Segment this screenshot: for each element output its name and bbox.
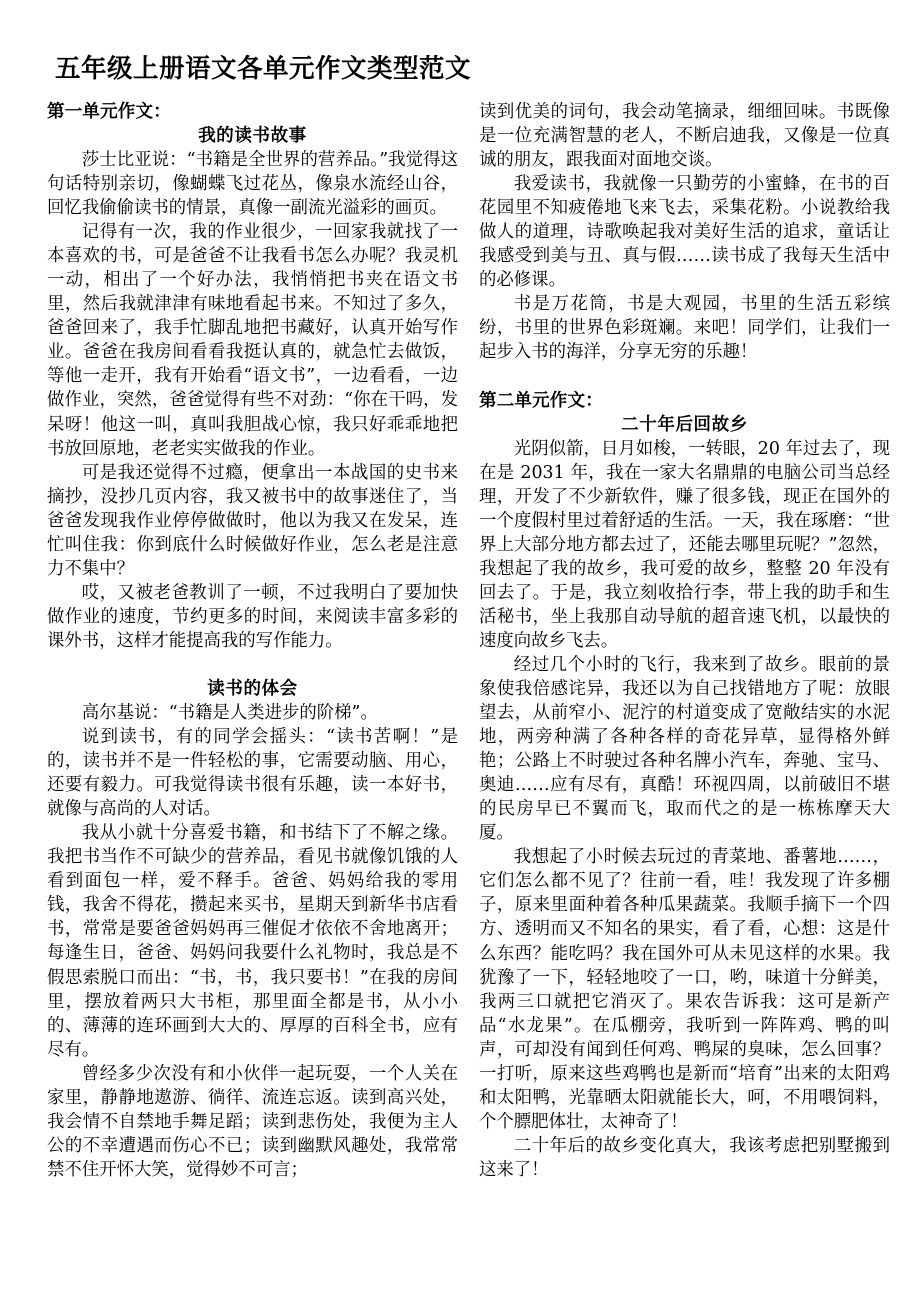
paragraph-spacer <box>479 365 890 389</box>
paragraph: 二十年后的故乡变化真大，我该考虑把别墅搬到这来了！ <box>479 1135 890 1180</box>
paragraph: 可是我还觉得不过瘾，便拿出一本战国的史书来摘抄，没抄几页内容，我又被书中的故事迷住了，当爸爸发现我作业停停做做时，他以为我又在发呆，连忙叫住我：你到底什么时候做好作业，怎么老是注意力不集中？ <box>47 462 458 579</box>
paragraph-continued: 读到优美的词句，我会动笔摘录，细细回味。书既像是一位充满智慧的老人，不断启迪我，又像是一位真诚的朋友，跟我面对面地交谈。 <box>479 102 890 171</box>
essay-title-reading-reflections: 读书的体会 <box>207 678 298 699</box>
paragraph: 莎士比亚说：“书籍是全世界的营养品。”我觉得这句话特别亲切，像蝴蝶飞过花丛，像泉水流经山谷，回忆我偷偷读书的情景，真像一副流光溢彩的画页。 <box>47 150 458 219</box>
paragraph-spacer <box>47 653 458 677</box>
right-column <box>479 100 890 1290</box>
paragraph: 我想起了小时候去玩过的青菜地、番薯地……，它们怎么都不见了？往前一看，哇！我发现了许多棚子，原来里面种着各种瓜果蔬菜。我顺手摘下一个四方、透明而又不知名的果实，看了看，心想：这是什么东西？能吃吗？我在国外可从未见这样的水果。我犹豫了一下，轻轻地咬了一口，哟，味道十分鲜美，我两三口就把它消灭了。果农告诉我：这可是新产品“水龙果”。在瓜棚旁，我听到一阵阵鸡、鸭的叫声，可却没有闻到任何鸡、鸭屎的臭味，怎么回事？一打听，原来这些鸡鸭也是新而“培育”出来的太阳鸡和太阳鸭，光靠晒太阳就能长大，呵，不用喂饲料，个个膘肥体壮，太神奇了！ <box>479 847 890 1132</box>
left-column <box>47 100 458 1290</box>
paragraph: 记得有一次，我的作业很少，一回家我就找了一本喜欢的书，可是爸爸不让我看书怎么办呢？我灵机一动，相出了一个好办法，我悄悄把书夹在语文书里，然后我就津津有味地看起书来。不知过了多久，爸爸回来了，我手忙脚乱地把书藏好，认真开始写作业。爸爸在我房间看看我挺认真的，就急忙去做饭，等他一走开，我有开始看“语文书”，一边看看，一边做作业，突然，爸爸觉得有些不对劲：“你在干吗，发呆呀！他这一叫，真叫我胆战心惊，我只好乖乖地把书放回原地，老老实实做我的作业。 <box>47 222 458 459</box>
paragraph: 说到读书，有的同学会摇头：“读书苦啊！”是的，读书并不是一件轻松的事，它需要动脑、用心，还要有毅力。可我觉得读书很有乐趣，读一本好书，就像与高尚的人对话。 <box>47 727 458 820</box>
essay-title-hometown-twenty-years-later: 二十年后回故乡 <box>621 414 748 435</box>
essay-title-my-reading-story: 我的读书故事 <box>198 126 307 146</box>
paragraph: 经过几个小时的飞行，我来到了故乡。眼前的景象使我倍感诧异，我还以为自己找错地方了呢：放眼望去，从前窄小、泥泞的村道变成了宽敞结实的水泥地，两旁种满了各种各样的奇花异草，显得格外鲜艳；公路上不时驶过各种名牌小汽车，奔驰、宝马、奥迪……应有尽有，真酷！环视四周，以前破旧不堪的民房早已不翼而飞，取而代之的是一栋栋摩天大厦。 <box>479 654 890 844</box>
two-column-body <box>47 100 890 1290</box>
paragraph: 我爱读书，我就像一只勤劳的小蜜蜂，在书的百花园里不知疲倦地飞来飞去，采集花粉。小说教给我做人的道理，诗歌唤起我对美好生活的追求，童话让我感受到美与丑、真与假……读书成了我每天生活中的必修课。 <box>479 174 890 291</box>
unit-label-one: 第一单元作文： <box>47 102 171 122</box>
paragraph: 曾经多少次没有和小伙伴一起玩耍，一个人关在家里，静静地遨游、徜徉、流连忘返。读到高兴处，我会情不自禁地手舞足蹈；读到悲伤处，我便为主人公的不幸遭遇而伤心不已；读到幽默风趣处，我常常禁不住开怀大笑，觉得妙不可言； <box>47 1063 458 1180</box>
unit-label-two: 第二单元作文： <box>479 390 603 411</box>
paragraph: 我从小就十分喜爱书籍，和书结下了不解之缘。我把书当作不可缺少的营养品，看见书就像饥饿的人看到面包一样，爱不释手。爸爸、妈妈给我的零用钱，我舍不得花，攒起来买书，星期天到新华书店看书，常常是要爸爸妈妈再三催促才依依不舍地离开；每逢生日，爸爸、妈妈问我要什么礼物时，我总是不假思索脱口而出：“书，书，我只要书！”在我的房间里，摆放着两只大书柜，那里面全都是书，从小小的、薄薄的连环画到大大的、厚厚的百科全书，应有尽有。 <box>47 823 458 1060</box>
page-title: 五年级上册语文各单元作文类型范文 <box>55 54 472 84</box>
paragraph: 光阴似箭，日月如梭，一转眼，20 年过去了，现在是 2031 年，我在一家大名鼎鼎的电脑公司当总经理，开发了不少新软件，赚了很多钱，现正在国外的一个度假村里过着舒适的生活。一天，我在琢磨：“世界上大部分地方都去过了，还能去哪里玩呢？”忽然，我想起了我的故乡，我可爱的故乡，整整 20 年没有回去了。于是，我立刻收拾行李，带上我的助手和生活秘书，坐上我那自动导航的超音速飞机，以最快的速度向故乡飞去。 <box>479 438 890 651</box>
paragraph: 哎，又被老爸教训了一顿，不过我明白了要加快做作业的速度，节约更多的时间，来阅读丰富多彩的课外书，这样才能提高我的写作能力。 <box>47 582 458 651</box>
paragraph: 高尔基说：“书籍是人类进步的阶梯”。 <box>81 702 378 723</box>
paragraph: 书是万花筒，书是大观园，书里的生活五彩缤纷，书里的世界色彩斑斓。来吧！同学们，让我们一起步入书的海洋，分享无穷的乐趣！ <box>479 294 890 363</box>
